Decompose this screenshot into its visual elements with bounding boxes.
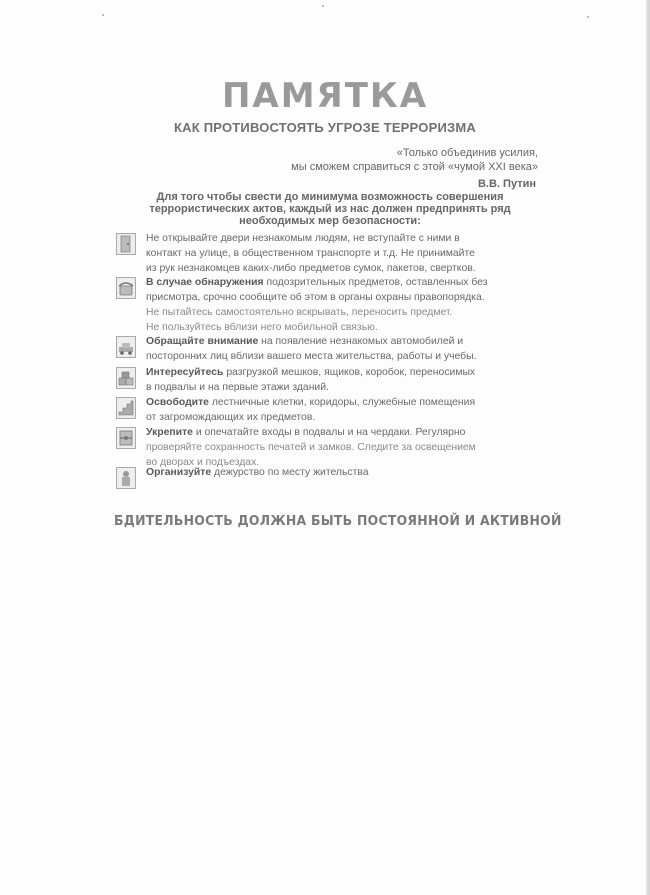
- closing-slogan: БДИТЕЛЬНОСТЬ ДОЛЖНА БЫТЬ ПОСТОЯННОЙ И АКТИВНОЙ: [114, 513, 562, 529]
- safety-rule-item: [112, 465, 522, 480]
- rule-line: [146, 365, 522, 380]
- rule-line: проверяйте сохранность печатей и замков. Следите за освещением: [146, 442, 476, 453]
- rule-line: Не пользуйтесь вблизи него мобильной связью.: [146, 322, 378, 333]
- door-icon: [116, 233, 136, 255]
- page-title: ПАМЯТКА: [221, 76, 429, 116]
- page-subtitle: КАК ПРОТИВОСТОЯТЬ УГРОЗЕ ТЕРРОРИЗМА: [174, 120, 476, 135]
- phone-icon: [116, 277, 136, 299]
- rule-line: [146, 334, 522, 349]
- quote-line: мы сможем справиться с этой «чумой XXI века»: [291, 161, 538, 173]
- intro-line: Для того чтобы свести до минимума возможность совершения: [156, 191, 504, 203]
- scan-speck: [587, 16, 589, 18]
- scan-speck: [322, 5, 324, 7]
- intro-line: террористических актов, каждый из нас должен предпринять ряд: [149, 203, 511, 215]
- safety-rule-item: [112, 334, 522, 364]
- rule-line: посторонних лиц вблизи вашего места жительства, работы и учебы.: [146, 351, 477, 362]
- safety-rule-item: [112, 275, 522, 335]
- safety-rule-item: [112, 425, 522, 470]
- safety-rule-item: [112, 395, 522, 425]
- rule-line: Не пытайтесь самостоятельно вскрывать, переносить предмет.: [146, 307, 453, 318]
- sealed-door-icon: [116, 427, 136, 449]
- car-icon: [116, 336, 136, 358]
- rule-line: из рук незнакомцев каких-либо предметов сумок, пакетов, свертков.: [146, 263, 476, 274]
- rule-text: подозрительных предметов, оставленных без: [263, 277, 488, 288]
- rule-line: в подвалы и на первые этажи зданий.: [146, 382, 329, 393]
- rule-lead: Освободите: [146, 397, 209, 408]
- quote-author: В.В. Путин: [477, 178, 536, 190]
- scan-speck: [102, 14, 104, 16]
- rule-line: Не открывайте двери незнакомым людям, не вступайте с ними в: [146, 233, 460, 244]
- guard-icon: [116, 467, 136, 489]
- rule-lead: Интересуйтесь: [146, 367, 224, 378]
- rule-line: [146, 275, 522, 290]
- safety-rule-item: [112, 365, 522, 395]
- rule-line: контакт на улице, в общественном транспорте и т.д. Не принимайте: [146, 248, 475, 259]
- rule-line: [146, 425, 522, 440]
- rule-lead: Организуйте: [146, 467, 212, 478]
- rule-text: лестничные клетки, коридоры, служебные помещения: [208, 397, 476, 408]
- rule-line: от загромождающих их предметов.: [146, 412, 316, 423]
- rule-text: дежурство по месту жительства: [211, 467, 369, 478]
- stairs-icon: [116, 397, 136, 419]
- rule-lead: В случае обнаружения: [146, 277, 264, 288]
- rule-text: разгрузкой мешков, ящиков, коробок, переносимых: [223, 367, 476, 378]
- safety-rule-item: [112, 231, 522, 276]
- rule-text: и опечатайте входы в подвалы и на чердаки. Регулярно: [192, 427, 466, 438]
- rule-line: присмотра, срочно сообщите об этом в органы охраны правопорядка.: [146, 292, 485, 303]
- rule-line: во дворах и подъездах.: [146, 457, 260, 468]
- epigraph-quote: [291, 146, 538, 174]
- quote-line: «Только объединив усилия,: [396, 147, 538, 159]
- rule-line: [146, 395, 522, 410]
- boxes-icon: [116, 367, 136, 389]
- intro-paragraph: [130, 191, 530, 227]
- rule-lead: Обращайте внимание: [146, 336, 259, 347]
- intro-line: необходимых мер безопасности:: [239, 215, 421, 227]
- rule-line: [146, 465, 522, 480]
- rule-lead: Укрепите: [146, 427, 193, 438]
- rule-text: на появление незнакомых автомобилей и: [258, 336, 464, 347]
